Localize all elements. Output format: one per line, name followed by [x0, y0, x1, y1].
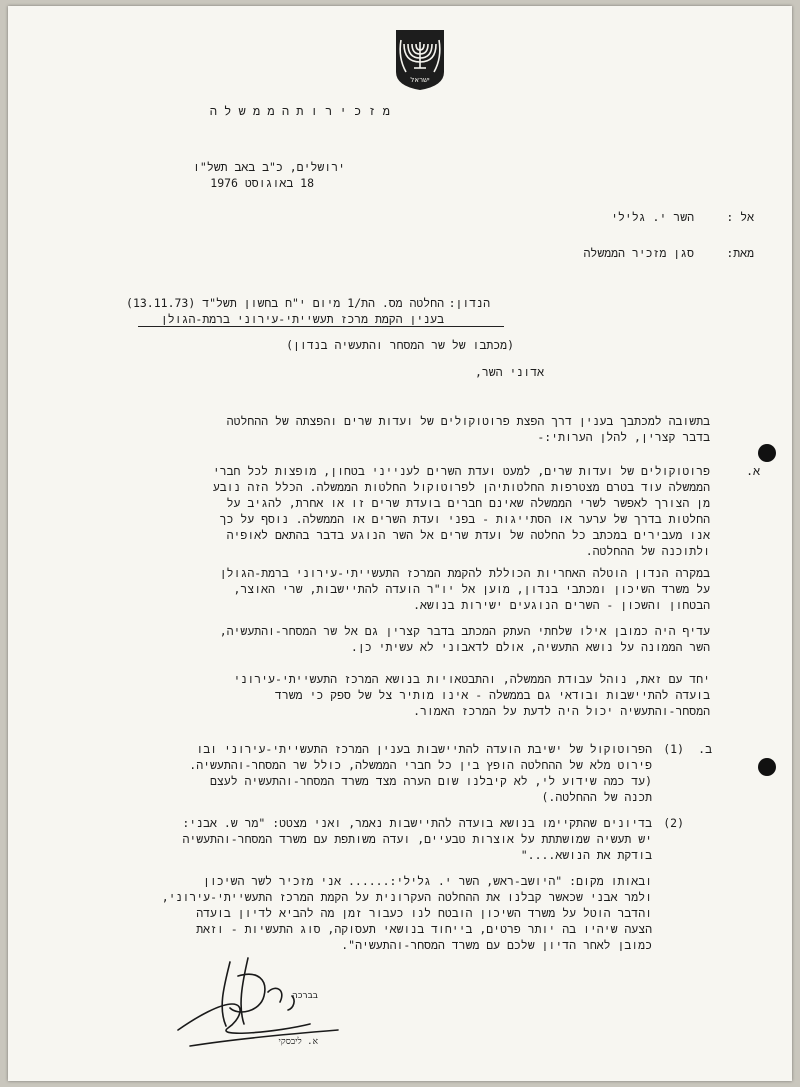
section-b-item1-num: (1)	[663, 742, 684, 756]
section-a-p2-line: הבטחון והשכון - השרים הנוגעים ישירות בנושא.	[413, 598, 710, 612]
section-b-item1-line: פירוט מלא של ההחלטה הופץ בין כל חברי הממשלה, כולל שר המסחר-והתעשיה.	[189, 758, 652, 772]
section-a-p1-line: ולתוכנה של ההחלטה.	[585, 544, 710, 558]
section-a-p1-line: אנו מעבירים במכתב כל החלטה של ועדת שרים אל השר הנוגע בדבר בהתאם לאופיה	[226, 528, 710, 542]
section-b-item2-line: יש תעשיה שמושתתת על אוצרות טבעיים, ועדה משותפת עם משרד המסחר-והתעשיה	[182, 832, 652, 846]
section-a-p1-line: החלטות בדרך של ערער או הסתייגות - בפני ועדת השרים או הממשלה. נוסף על כך	[219, 512, 710, 526]
section-b-item1-line: תכנה של ההחלטה.)	[541, 790, 652, 804]
punch-hole	[758, 758, 776, 776]
punch-hole	[758, 444, 776, 462]
to-label: אל :	[726, 210, 754, 224]
intro-line: בדבר קצרין, להלן הערותי:-	[537, 430, 710, 444]
handwritten-signature	[168, 956, 368, 1056]
section-a-letter: א.	[746, 464, 760, 478]
from-label: מאת:	[726, 246, 754, 260]
section-b-item2-num: (2)	[663, 816, 684, 830]
section-a-p4-line: יחד עם זאת, נוהל עבודת הממשלה, והתבטאויות בנושא המרכז התעשייתי-עירוני	[233, 672, 710, 686]
from-value: סגן מזכיר הממשלה	[583, 246, 694, 260]
letter-page	[8, 6, 792, 1081]
svg-text:בברכה: בברכה	[291, 991, 318, 1001]
section-a-p1-line: הממשלה עוד בטרם מצטרפות החלטותיהן לפרוטוקול החלטות הממשלה. הכלל הזה נובע	[212, 480, 710, 494]
section-b-item2-line: בדיונים שהתקיימו בנושא בועדה להתיישבות נאמר, ואני מצטט: "מר ש. אבני:	[182, 816, 652, 830]
section-a-p1-line: פרוטוקולים של ועדות שרים, למעט ועדת השרים לענייני בטחון, מופצות לכל חברי	[212, 464, 710, 478]
hebrew-date: ירושלים, כ"ב באב תשל"ו	[193, 160, 345, 174]
svg-text:א. ליבסקי: א. ליבסקי	[278, 1037, 318, 1047]
section-b-p3-line: כמובן לאחר הדיון שלכם עם משרד המסחר-והתעשיה".	[341, 938, 652, 952]
section-a-p3-line: השר הממונה על נושא התעשיה, אולם לדאבוני לא עשיתי כן.	[350, 640, 710, 654]
gregorian-date: 18 באוגוסט 1976	[210, 176, 314, 190]
section-b-item2-line: בודקת את הנושא...."	[520, 848, 652, 862]
section-b-p3-line: הצעה שיהיו בה יותר פרטים, בייחוד בנושאי תעסוקה, סוג התעשיות - וזאת	[196, 922, 652, 936]
section-a-p2-line: במקרה הנדון הוטלה האחריות הכוללת להקמת המרכז התעשייתי-עירוני ברמת-הגולן	[219, 566, 710, 580]
intro-line: בתשובה למכתבך בענין דרך הפצת פרוטוקולים של ועדות שרים והפצתה של ההחלטה	[226, 414, 710, 428]
section-b-letter: ב.	[698, 742, 712, 756]
section-b-p3-line: ולמר אבני שכאשר קבלנו את ההחלטה העקרונית על הקמת המרכז התעשייתי-עירוני,	[161, 890, 652, 904]
state-emblem-icon	[392, 28, 448, 92]
section-b-p3-line: והדבר הוטל על משרד השיכון הובטח לנו כעבור זמן מה להביא לדיון בועדה	[196, 906, 652, 920]
emblem-label: ישראל	[410, 76, 430, 84]
subject-line-1: החלטה מס. הת/1 מיום י"ח בחשון תשל"ד (13.11.73)	[126, 296, 444, 310]
subject-line-2: בענין הקמת מרכז תעשייתי-עירוני ברמת-הגולן	[160, 312, 444, 326]
salutation: אדוני השר,	[474, 365, 544, 379]
subject-underline	[138, 326, 504, 327]
to-value: השר י. גלילי	[611, 210, 694, 224]
section-a-p1-line: מן הצורך לאפשר לשרי הממשלה שאינם חברים בועדת שרים זו או אחרת, להגיב על	[226, 496, 710, 510]
subject-line-3: (מכתבו של שר המסחר והתעשיה בנדון)	[286, 338, 514, 352]
section-a-p4-line: בועדה להתיישבות ובודאי גם בממשלה - אינו מותיר צל של ספק כי משרד	[274, 688, 710, 702]
section-b-item1-line: (עד כמה שידוע לי, לא קיבלנו שום הערה מצד משרד המסחר-והתעשיה לעצם	[210, 774, 652, 788]
section-a-p3-line: עדיף היה כמובן אילו שלחתי העתק המכתב בדבר קצרין גם אל שר המסחר-והתעשיה,	[219, 624, 710, 638]
subject-label: הנדון:	[448, 296, 490, 310]
section-a-p2-line: על משרד השיכון ומכתבי בנדון, מוען אל יו"ר הועדה להתיישבות, שרי האוצר,	[233, 582, 710, 596]
office-name: מ ז כ י ר ו ת ה מ מ ש ל ה	[209, 104, 390, 118]
section-b-item1-line: הפרוטוקול של ישיבת הועדה להתיישבות בענין המרכז התעשייתי-עירוני ובו	[196, 742, 652, 756]
section-b-p3-line: ובאותו מקום: "היושב-ראש, השר י. גלילי:...... אני מזכיר לשר השיכון	[202, 874, 652, 888]
section-a-p4-line: המסחר-והתעשיה יכול היה לדעת על המרכז האמור.	[413, 704, 710, 718]
